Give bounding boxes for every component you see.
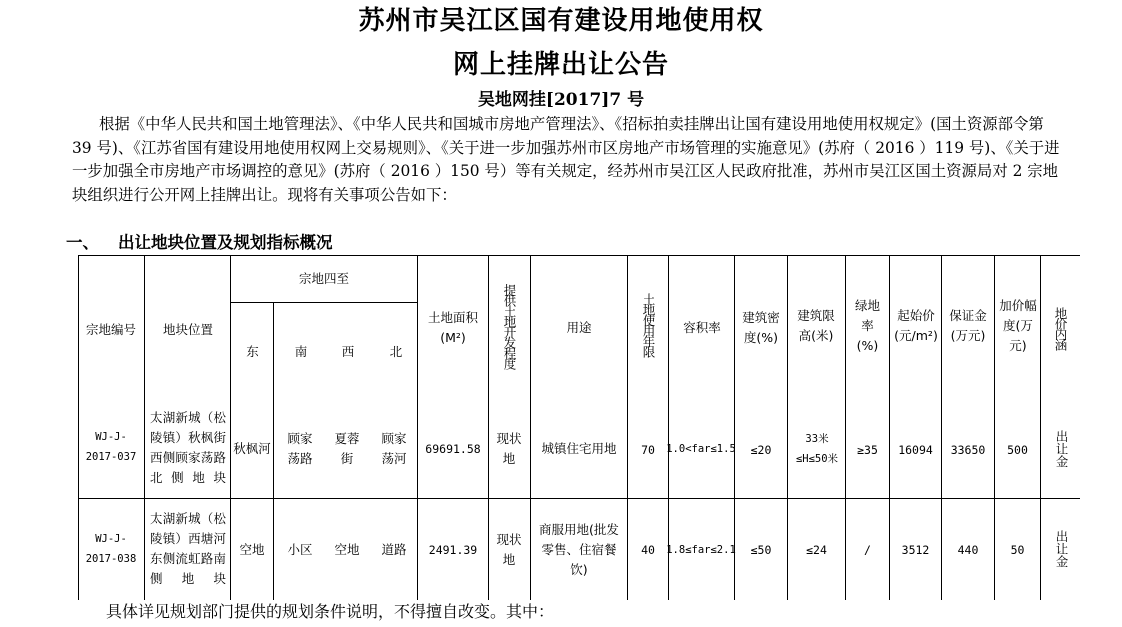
header-start-price: 起始价(元/m²) xyxy=(894,308,938,343)
cell-price-content: 出让金 xyxy=(1054,430,1069,468)
cell-start-price: 16094 xyxy=(898,443,933,457)
header-far: 容积率 xyxy=(683,320,721,335)
cell-location: 太湖新城（松陵镇）西塘河东侧流虹路南侧地块 xyxy=(150,511,226,586)
cell-far: 1.8≤far≤2.1 xyxy=(666,544,736,556)
cell-start-price: 3512 xyxy=(901,543,930,557)
header-north: 北 xyxy=(389,344,403,359)
cell-deposit: 440 xyxy=(957,543,979,557)
cell-term: 40 xyxy=(641,543,655,557)
notice-title-line-1: 苏州市吴江区国有建设用地使用权 xyxy=(358,6,764,36)
cell-area: 69691.58 xyxy=(425,442,481,456)
header-green: 绿地率(%) xyxy=(854,298,880,353)
header-development: 提供土地开发程度 xyxy=(502,284,517,368)
header-density: 建筑密度(%) xyxy=(742,310,780,345)
notice-title-line-2: 网上挂牌出让公告 xyxy=(452,50,669,80)
cell-west: 空地 xyxy=(334,542,360,557)
cell-east: 空地 xyxy=(239,542,265,557)
cell-green: / xyxy=(864,543,871,557)
cell-far: 1.0<far≤1.5 xyxy=(666,443,736,455)
header-south: 南 xyxy=(294,344,308,359)
cell-parcel-no: WJ-J-2017-038 xyxy=(85,533,137,565)
header-increment: 加价幅度(万元) xyxy=(999,298,1037,353)
cell-development: 现状地 xyxy=(496,431,522,466)
cell-increment: 50 xyxy=(1010,543,1025,557)
cell-south: 顾家荡路 xyxy=(287,431,313,466)
header-parcel-no: 宗地编号 xyxy=(86,322,137,337)
cell-height: ≤24 xyxy=(806,543,827,557)
cell-green: ≥35 xyxy=(857,443,878,457)
cell-term: 70 xyxy=(641,443,655,457)
footer-note: 具体详见规划部门提供的规划条件说明，不得擅自改变。其中： xyxy=(106,602,555,621)
header-deposit: 保证金(万元) xyxy=(949,308,987,343)
cell-density: ≤20 xyxy=(750,443,772,457)
header-price-content: 地价内涵 xyxy=(1053,307,1068,349)
header-use: 用途 xyxy=(566,320,592,335)
preamble-paragraph: 根据《中华人民共和国土地管理法》、《中华人民共和国城市房地产管理法》、《招标拍卖挂牌出让国有建设用地使用权规定》(国土资源部令第 39 号)、《江苏省国有建设用地使用权网上交易规则》、《关于进一步加强苏州市区房地产市场管理的实施意见》(苏府（ 2016 ）119 号)、《关于进一步加强全市房地产市场调控的意见》(苏府（ 2016 ）150 号）等有关规定，经苏州市吴江区人民政府批准，苏州市吴江区国土资源局对 2 宗地块组织进行公开网上挂牌出让。现将有关事项公告如下： xyxy=(72,115,1060,204)
cell-south: 小区 xyxy=(287,542,313,557)
cell-location: 太湖新城（松陵镇）秋枫街西侧顾家荡路北侧地块 xyxy=(150,410,226,485)
cell-west: 夏蓉街 xyxy=(334,431,360,466)
header-height: 建筑限高(米) xyxy=(797,308,835,343)
cell-density: ≤50 xyxy=(750,543,772,557)
cell-parcel-no: WJ-J-2017-037 xyxy=(85,431,137,463)
header-boundaries: 宗地四至 xyxy=(298,271,349,286)
cell-height: 33米≤H≤50米 xyxy=(795,433,839,465)
header-location: 地块位置 xyxy=(162,322,213,337)
section-1-title: 出让地块位置及规划指标概况 xyxy=(118,233,333,252)
document-number: 吴地网挂[2017]7 号 xyxy=(477,90,645,110)
cell-development: 现状地 xyxy=(496,532,522,567)
cell-north: 道路 xyxy=(381,542,407,557)
cell-east: 秋枫河 xyxy=(233,441,271,456)
cell-use: 商服用地(批发零售、住宿餐饮) xyxy=(539,522,619,577)
cell-deposit: 33650 xyxy=(950,443,986,457)
header-area: 土地面积(M²) xyxy=(427,310,478,345)
section-1-number: 一、 xyxy=(66,233,99,252)
cell-use: 城镇住宅用地 xyxy=(541,441,617,456)
cell-north: 顾家荡河 xyxy=(381,431,407,466)
header-east: 东 xyxy=(246,344,259,359)
cell-area: 2491.39 xyxy=(428,543,478,557)
header-term: 土地使用年限 xyxy=(641,292,656,356)
cell-price-content: 出让金 xyxy=(1054,530,1069,568)
header-west: 西 xyxy=(341,344,355,359)
cell-increment: 500 xyxy=(1007,443,1028,457)
